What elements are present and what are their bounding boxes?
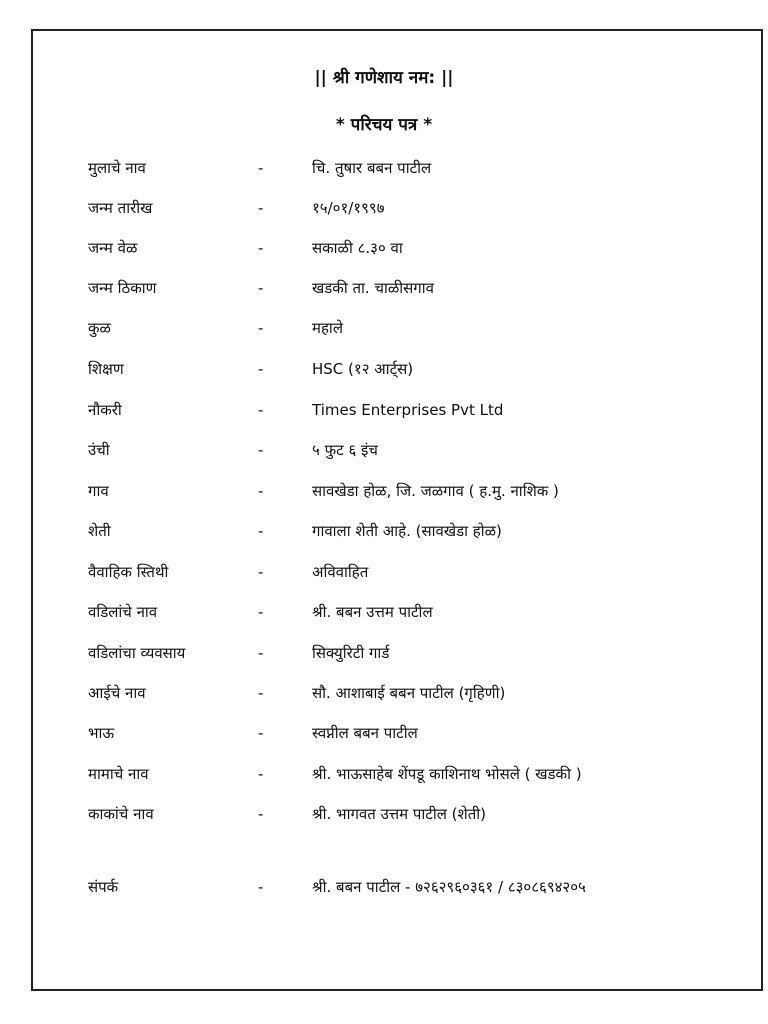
field-separator: - [258,401,264,419]
field-label: नौकरी [88,401,122,419]
field-label: जन्म तारीख [88,199,153,217]
field-value: श्री. बबन उत्तम पाटील [312,603,433,621]
field-value: खडकी ता. चाळीसगाव [312,279,434,297]
biodata-title: * परिचय पत्र * [335,115,433,135]
field-value: Times Enterprises Pvt Ltd [312,401,504,419]
field-value: सावखेडा होळ, जि. जळगाव ( ह.मु. नाशिक ) [312,482,559,500]
field-label: वडिलांचा व्यवसाय [88,644,186,662]
field-value: सौ. आशाबाई बबन पाटील (गृहिणी) [312,684,506,702]
field-separator: - [258,482,264,500]
field-separator: - [258,805,264,823]
field-label: उंची [88,441,110,459]
field-label: जन्म ठिकाण [88,279,157,297]
field-separator: - [258,724,264,742]
field-value: श्री. भाऊसाहेब शेंपडू काशिनाथ भोसले ( खडकी ) [312,765,582,783]
contact-value: श्री. बबन पाटील - ७२६२९६०३६१ / ८३०८६९४२०५ [312,878,586,896]
field-separator: - [258,765,264,783]
field-label: मामाचे नाव [88,765,149,783]
field-separator: - [258,239,264,257]
field-value: स्वप्नील बबन पाटील [312,724,418,742]
field-label: वैवाहिक स्तिथी [88,563,169,581]
field-label: संपर्क [88,878,119,896]
field-value: १५/०१/१९९७ [312,199,385,217]
field-separator: - [258,603,264,621]
field-separator: - [258,441,264,459]
field-label: जन्म वेळ [88,239,138,257]
field-label: कुळ [88,319,111,337]
field-value: HSC (१२ आर्ट्स) [312,360,414,378]
field-label: शेती [88,522,111,540]
field-label: मुलाचे नाव [88,159,146,177]
field-separator: - [258,684,264,702]
field-label: गाव [88,482,109,500]
field-value: श्री. भागवत उत्तम पाटील (शेती) [312,805,487,823]
field-value: ५ फुट ६ इंच [312,441,378,459]
invocation-heading: || श्री गणेशाय नम: || [314,68,454,88]
field-separator: - [258,279,264,297]
field-separator: - [258,360,264,378]
field-separator: - [258,159,264,177]
field-value: गावाला शेती आहे. (सावखेडा होळ) [312,522,502,540]
field-label: शिक्षण [88,360,124,378]
field-separator: - [258,563,264,581]
field-label: आईचे नाव [88,684,146,702]
field-value: सिक्युरिटी गार्ड [312,644,390,662]
field-separator: - [258,319,264,337]
field-separator: - [258,199,264,217]
field-label: वडिलांचे नाव [88,603,158,621]
field-value: चि. तुषार बबन पाटील [312,159,432,177]
field-separator: - [258,522,264,540]
field-value: सकाळी ८.३० वा [312,239,403,257]
field-value: अविवाहित [312,563,369,581]
field-label: काकांचे नाव [88,805,154,823]
field-separator: - [258,878,264,896]
field-value: महाले [312,319,343,337]
field-label: भाऊ [88,724,115,742]
field-separator: - [258,644,264,662]
